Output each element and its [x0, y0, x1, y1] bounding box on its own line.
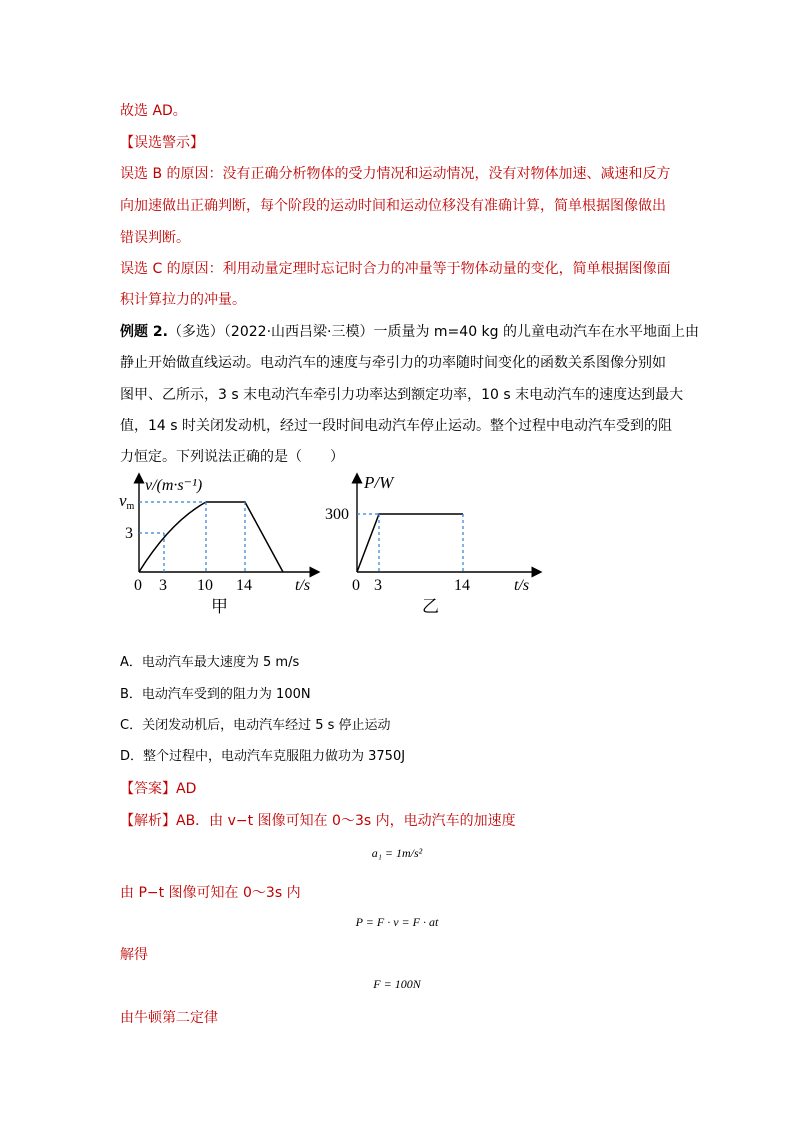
graph-jia	[115, 472, 325, 617]
yi-ylabel: P/W	[364, 473, 394, 492]
example-label: 例题 2.	[120, 324, 168, 340]
warning-c-line1: 误选 C 的原因：利用动量定理时忘记时合力的冲量等于物体动量的变化，简单根据图像面	[120, 261, 671, 277]
example-line4: 值，14 s 时关闭发动机，经过一段时间电动汽车停止运动。整个过程中电动汽车受到的阻	[120, 418, 673, 434]
warning-c-line2: 积计算拉力的冲量。	[120, 292, 246, 308]
yi-y-tick-300: 300	[325, 506, 349, 523]
graph-yi	[322, 472, 547, 617]
warning-b-line1: 误选 B 的原因：没有正确分析物体的受力情况和运动情况，没有对物体加速、减速和反方	[120, 166, 671, 182]
jia-vm-label: vm	[119, 491, 135, 512]
answer-line: 【答案】AD	[120, 781, 197, 797]
example-line1-text: （多选）（2022·山西吕梁·三模）一质量为 m=40 kg 的儿童电动汽车在水平地面上由	[167, 324, 699, 340]
jia-caption: 甲	[211, 597, 228, 616]
analysis-line2: 由 P−t 图像可知在 0～3s 内	[120, 885, 301, 901]
yi-x-tick-3: 3	[374, 577, 382, 594]
analysis-line3: 解得	[120, 947, 148, 963]
example-line2: 静止开始做直线运动。电动汽车的速度与牵引力的功率随时间变化的函数关系图像分别如	[120, 355, 666, 371]
example-line1	[120, 322, 699, 342]
jia-y-tick-3: 3	[125, 525, 133, 542]
warning-b-line2: 向加速做出正确判断，每个阶段的运动时间和运动位移没有准确计算，简单根据图像做出	[120, 198, 666, 214]
jia-curve	[139, 502, 283, 572]
option-d: D．整个过程中，电动汽车克服阻力做功为 3750J	[120, 749, 406, 764]
jia-x-tick-10: 10	[197, 577, 213, 594]
formula-acceleration: a₁ = 1m/s²	[371, 846, 423, 860]
option-a: A．电动汽车最大速度为 5 m/s	[120, 655, 300, 670]
analysis-line4: 由牛顿第二定律	[120, 1010, 218, 1026]
yi-power-curve	[357, 514, 463, 572]
example-line5: 力恒定。下列说法正确的是（ ）	[120, 449, 344, 465]
yi-x-tick-14: 14	[454, 577, 470, 594]
option-b: B．电动汽车受到的阻力为 100N	[120, 687, 311, 702]
jia-x-tick-0: 0	[134, 577, 142, 594]
warning-b-line3: 错误判断。	[120, 230, 190, 246]
yi-x-tick-0: 0	[352, 577, 360, 594]
yi-caption: 乙	[422, 597, 439, 616]
jia-x-tick-3: 3	[159, 577, 167, 594]
analysis-line1: 【解析】AB．由 v−t 图像可知在 0～3s 内，电动汽车的加速度	[120, 813, 516, 829]
warning-heading: 【误选警示】	[120, 135, 204, 151]
formula-power: P = F · v = F · at	[355, 915, 439, 929]
jia-x-tick-14: 14	[236, 577, 252, 594]
jia-ylabel: v/(m·s⁻¹)	[145, 477, 203, 494]
yi-xlabel: t/s	[514, 577, 530, 594]
example-line3: 图甲、乙所示，3 s 末电动汽车牵引力功率达到额定功率，10 s 末电动汽车的速度达到最大	[120, 387, 684, 403]
jia-xlabel: t/s	[295, 577, 311, 594]
formula-force: F = 100N	[373, 977, 421, 991]
conclusion-line: 故选 AD。	[120, 103, 187, 119]
option-c: C．关闭发动机后，电动汽车经过 5 s 停止运动	[120, 718, 391, 733]
